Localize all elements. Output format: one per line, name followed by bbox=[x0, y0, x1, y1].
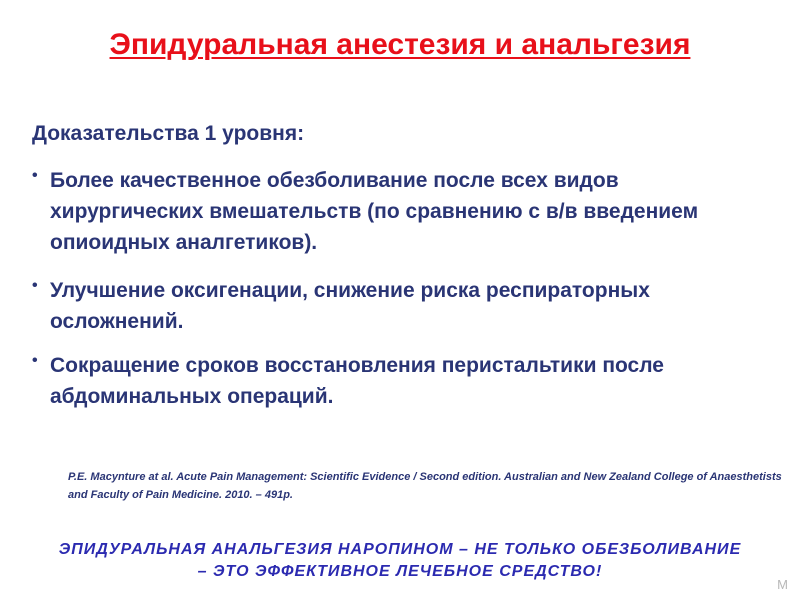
bullet-dot-icon: • bbox=[32, 277, 38, 294]
bullet-dot-icon: • bbox=[32, 352, 38, 369]
corner-mark: M bbox=[777, 577, 788, 592]
conclusion-statement bbox=[0, 539, 800, 583]
evidence-heading: Доказательства 1 уровня: bbox=[32, 122, 305, 145]
list-item bbox=[32, 165, 772, 258]
bullet-text: Сокращение сроков восстановления перистальтики после абдоминальных операций. bbox=[50, 354, 664, 408]
bullet-text: Более качественное обезболивание после всех видов хирургических вмешательств (по сравнению с в/в введением опиоидных аналгетиков). bbox=[50, 169, 699, 254]
conclusion-line-2: – ЭТО ЭФФЕКТИВНОЕ ЛЕЧЕБНОЕ СРЕДСТВО! bbox=[197, 563, 603, 580]
bullet-text: Улучшение оксигенации, снижение риска респираторных осложнений. bbox=[50, 279, 650, 333]
slide-title: Эпидуральная анестезия и анальгезия bbox=[109, 28, 691, 61]
list-item bbox=[32, 275, 772, 337]
reference-citation: P.E. Macynture at al. Acute Pain Management: Scientific Evidence / Second edition. Australian and New Zealand College of Anaesthetists and Faculty of Pain Medicine. 2010. – 491р. bbox=[68, 471, 782, 501]
conclusion-line-1: ЭПИДУРАЛЬНАЯ АНАЛЬГЕЗИЯ НАРОПИНОМ – НЕ ТОЛЬКО ОБЕЗБОЛИВАНИЕ bbox=[58, 541, 742, 558]
list-item bbox=[32, 350, 772, 412]
bullet-dot-icon: • bbox=[32, 167, 38, 184]
